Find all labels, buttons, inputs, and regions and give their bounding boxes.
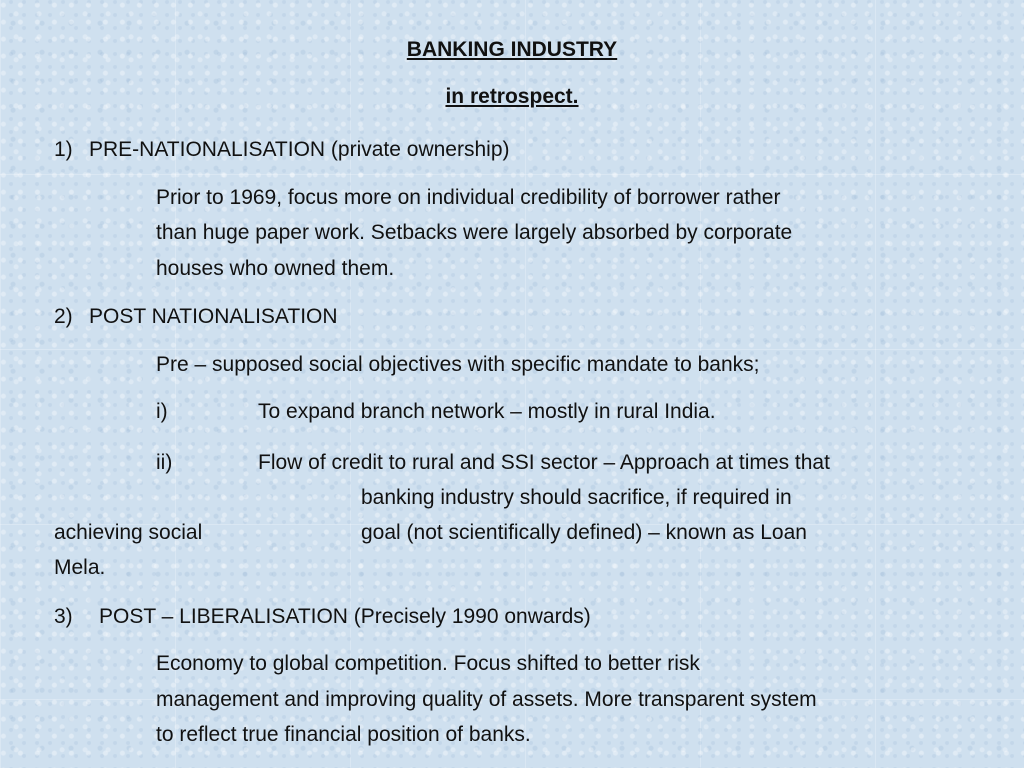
body-line: to reflect true financial position of banks. (156, 723, 531, 746)
section-heading: POST NATIONALISATION (89, 305, 338, 328)
section-number: 2) (54, 305, 73, 328)
page-subtitle: in retrospect. (445, 85, 579, 108)
body-line: houses who owned them. (156, 257, 395, 280)
page-title: BANKING INDUSTRY (406, 38, 618, 61)
body-line: Pre – supposed social objectives with specific mandate to banks; (156, 353, 760, 376)
list-item-text: Flow of credit to rural and SSI sector – Approach at times that (258, 451, 830, 474)
section-heading: POST – LIBERALISATION (Precisely 1990 onwards) (99, 605, 591, 628)
section-number: 3) (54, 605, 73, 628)
body-line: than huge paper work. Setbacks were largely absorbed by corporate (156, 221, 793, 244)
body-line: Economy to global competition. Focus shifted to better risk (156, 652, 700, 675)
list-item-text: To expand branch network – mostly in rural India. (258, 400, 716, 423)
list-item-text: achieving social (54, 521, 203, 544)
list-item-text: Mela. (54, 556, 106, 579)
list-item-text: goal (not scientifically defined) – known as Loan (361, 521, 807, 544)
body-line: management and improving quality of assets. More transparent system (156, 688, 817, 711)
list-item-text: banking industry should sacrifice, if required in (361, 486, 792, 509)
list-marker: i) (156, 400, 168, 423)
section-heading: PRE-NATIONALISATION (private ownership) (89, 138, 510, 161)
body-line: Prior to 1969, focus more on individual credibility of borrower rather (156, 186, 781, 209)
list-marker: ii) (156, 451, 173, 474)
section-number: 1) (54, 138, 73, 161)
